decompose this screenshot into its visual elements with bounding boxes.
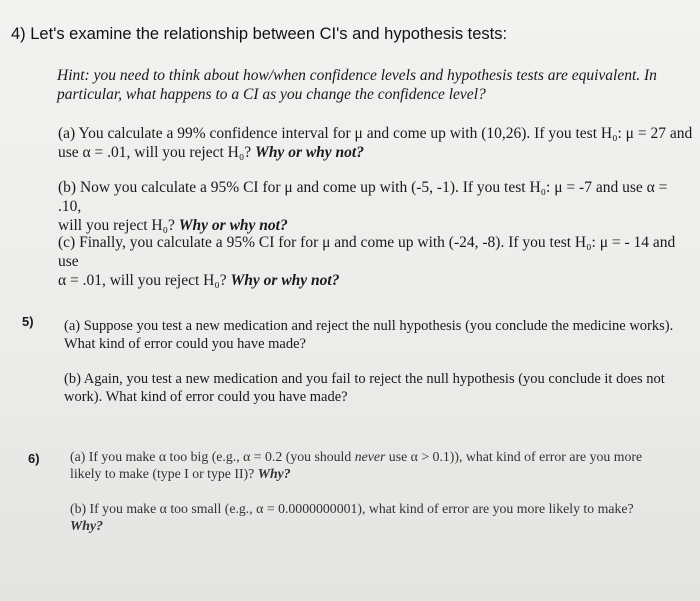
question-4b-text: will you reject H₀? (58, 217, 179, 234)
question-4a-line-2 (58, 143, 694, 162)
question-6a-never: never (354, 449, 386, 464)
question-6b-line-2: Why? (70, 518, 103, 533)
question-6b-line-1: (b) If you make α too small (e.g., α = 0.0000000001), what kind of error are you more likely to make? (70, 501, 634, 516)
question-4c-line-2 (58, 271, 694, 290)
question-5a (64, 317, 694, 353)
question-4c-line-1: (c) Finally, you calculate a 95% CI for for μ and come up with (-24, -8). If you test H₀: μ = - 14 and use (58, 234, 676, 270)
question-4a-why: Why or why not? (255, 144, 364, 161)
question-5b (64, 370, 694, 406)
question-4c (58, 233, 694, 290)
question-4a-line-1: (a) You calculate a 99% confidence interval for μ and come up with (10,26). If you test H₀: μ = 27 and (58, 125, 693, 142)
question-6a-text-1: (a) If you make α too big (e.g., α = 0.2 (you should (70, 449, 355, 464)
question-6a-text-2: use α > 0.1)), what kind of error are you more (385, 449, 643, 464)
question-4a-text: use α = .01, will you reject H₀? (58, 144, 256, 161)
question-4b (58, 178, 694, 235)
question-6a-line-2 (70, 465, 695, 482)
question-6a-why: Why? (257, 466, 291, 481)
question-4c-why: Why or why not? (230, 272, 340, 289)
question-4b-line-1: (b) Now you calculate a 95% CI for μ and come up with (-5, -1). If you test H₀: μ = -7 and use α = .10, (58, 179, 668, 215)
question-6b (70, 500, 695, 534)
question-6a-line-1 (70, 448, 695, 465)
question-5-number: 5) (22, 314, 34, 329)
question-5b-line-1: (b) Again, you test a new medication and you fail to reject the null hypothesis (you conclude it does not (64, 371, 665, 387)
question-5a-line-1: (a) Suppose you test a new medication and reject the null hypothesis (you conclude the medicine works). (64, 318, 674, 334)
question-4b-why: Why or why not? (178, 217, 288, 234)
hint-line-1: Hint: you need to think about how/when confidence levels and hypothesis tests are equivalent. In (57, 67, 657, 84)
question-4a (58, 124, 694, 162)
question-6a (70, 448, 695, 482)
question-6a-text-3: likely to make (type I or type II)? (70, 466, 258, 481)
question-5a-line-2: What kind of error could you have made? (64, 336, 306, 352)
question-6-number: 6) (28, 451, 40, 466)
question-5b-line-2: work). What kind of error could you have made? (64, 389, 348, 405)
hint-line-2: particular, what happens to a CI as you change the confidence level? (57, 86, 486, 103)
question-4-hint (57, 66, 682, 104)
question-4c-text: α = .01, will you reject H₀? (58, 272, 231, 289)
question-4-heading: 4) Let's examine the relationship between CI's and hypothesis tests: (11, 25, 508, 43)
